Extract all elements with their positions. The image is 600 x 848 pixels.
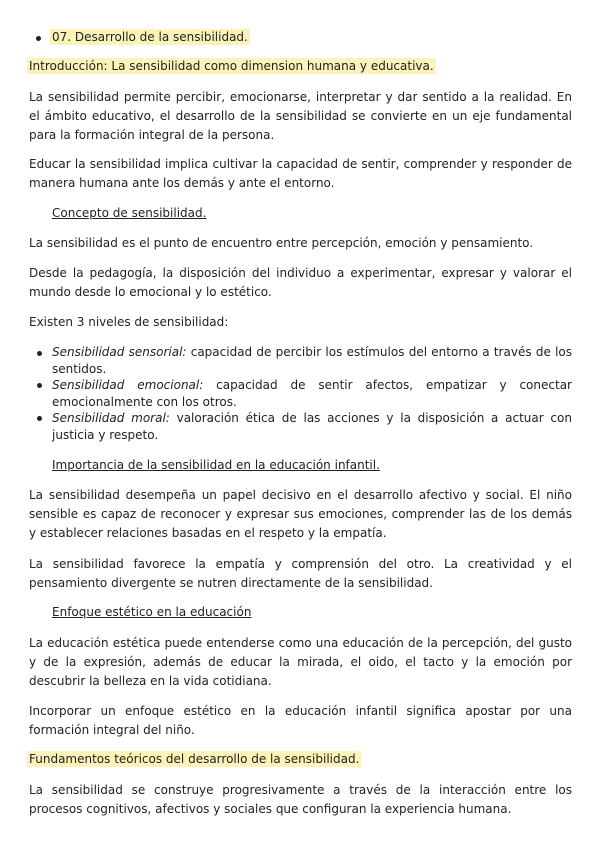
level-item xyxy=(52,410,572,444)
paragraph-2: Educar la sensibilidad implica cultivar la capacidad de sentir, comprender y responder de manera humana ante los demás y ante el entorno. xyxy=(29,157,572,190)
level-desc: valoración ética de las acciones y la disposición a actuar con justicia y respeto. xyxy=(52,411,572,442)
paragraph-10: La sensibilidad se construye progresivamente a través de la interacción entre los procesos cognitivos, afectivos y sociales que configuran la experiencia humana. xyxy=(29,783,572,816)
level-desc: capacidad de sentir afectos, empatizar y conectar emocionalmente con los otros. xyxy=(52,378,572,409)
level-term: Sensibilidad moral: xyxy=(52,411,170,425)
foundations-heading-text: Fundamentos teóricos del desarrollo de la sensibilidad. xyxy=(29,752,360,766)
paragraph-3: La sensibilidad es el punto de encuentro entre percepción, emoción y pensamiento. xyxy=(29,236,534,250)
paragraph-5: Existen 3 niveles de sensibilidad: xyxy=(29,315,229,329)
importance-heading: Importancia de la sensibilidad en la educación infantil. xyxy=(52,458,380,472)
section-title xyxy=(50,28,250,47)
foundations-heading xyxy=(27,750,361,769)
title-bullet xyxy=(36,36,41,41)
section-title-text: 07. Desarrollo de la sensibilidad. xyxy=(52,30,248,44)
level-term: Sensibilidad sensorial: xyxy=(52,345,187,359)
level-item xyxy=(52,344,572,378)
paragraph-1: La sensibilidad permite percibir, emocionarse, interpretar y dar sentido a la realidad. En el ámbito educativo, el desarrollo de la sensibilidad se convierte en un eje fundamental para la formación integral de la persona. xyxy=(29,90,572,142)
intro-heading xyxy=(27,57,436,76)
level-desc: capacidad de percibir los estímulos del entorno a través de los sentidos. xyxy=(52,345,572,376)
paragraph-7: La sensibilidad favorece la empatía y comprensión del otro. La creatividad y el pensamiento divergente se nutren directamente de la sensibilidad. xyxy=(29,557,572,590)
aesthetic-heading: Enfoque estético en la educación xyxy=(52,605,252,619)
paragraph-8: La educación estética puede entenderse como una educación de la percepción, del gusto y de la expresión, además de educar la mirada, el oido, el tacto y la emoción por descubrir la belleza en la vida cotidiana. xyxy=(29,636,572,688)
intro-heading-text: Introducción: La sensibilidad como dimension humana y educativa. xyxy=(29,59,434,73)
level-bullet xyxy=(37,416,42,421)
level-item xyxy=(52,377,572,411)
paragraph-6: La sensibilidad desempeña un papel decisivo en el desarrollo afectivo y social. El niño sensible es capaz de reconocer y expresar sus emociones, comprender las de los demás y establecer relaciones basadas en el respeto y la empatía. xyxy=(29,488,572,540)
concept-heading: Concepto de sensibilidad. xyxy=(52,206,207,220)
paragraph-4: Desde la pedagogía, la disposición del individuo a experimentar, expresar y valorar el mundo desde lo emocional y lo estético. xyxy=(29,266,572,299)
level-bullet xyxy=(37,351,42,356)
level-bullet xyxy=(37,383,42,388)
paragraph-9: Incorporar un enfoque estético en la educación infantil significa apostar por una formación integral del niño. xyxy=(29,704,572,737)
level-term: Sensibilidad emocional: xyxy=(52,378,204,392)
